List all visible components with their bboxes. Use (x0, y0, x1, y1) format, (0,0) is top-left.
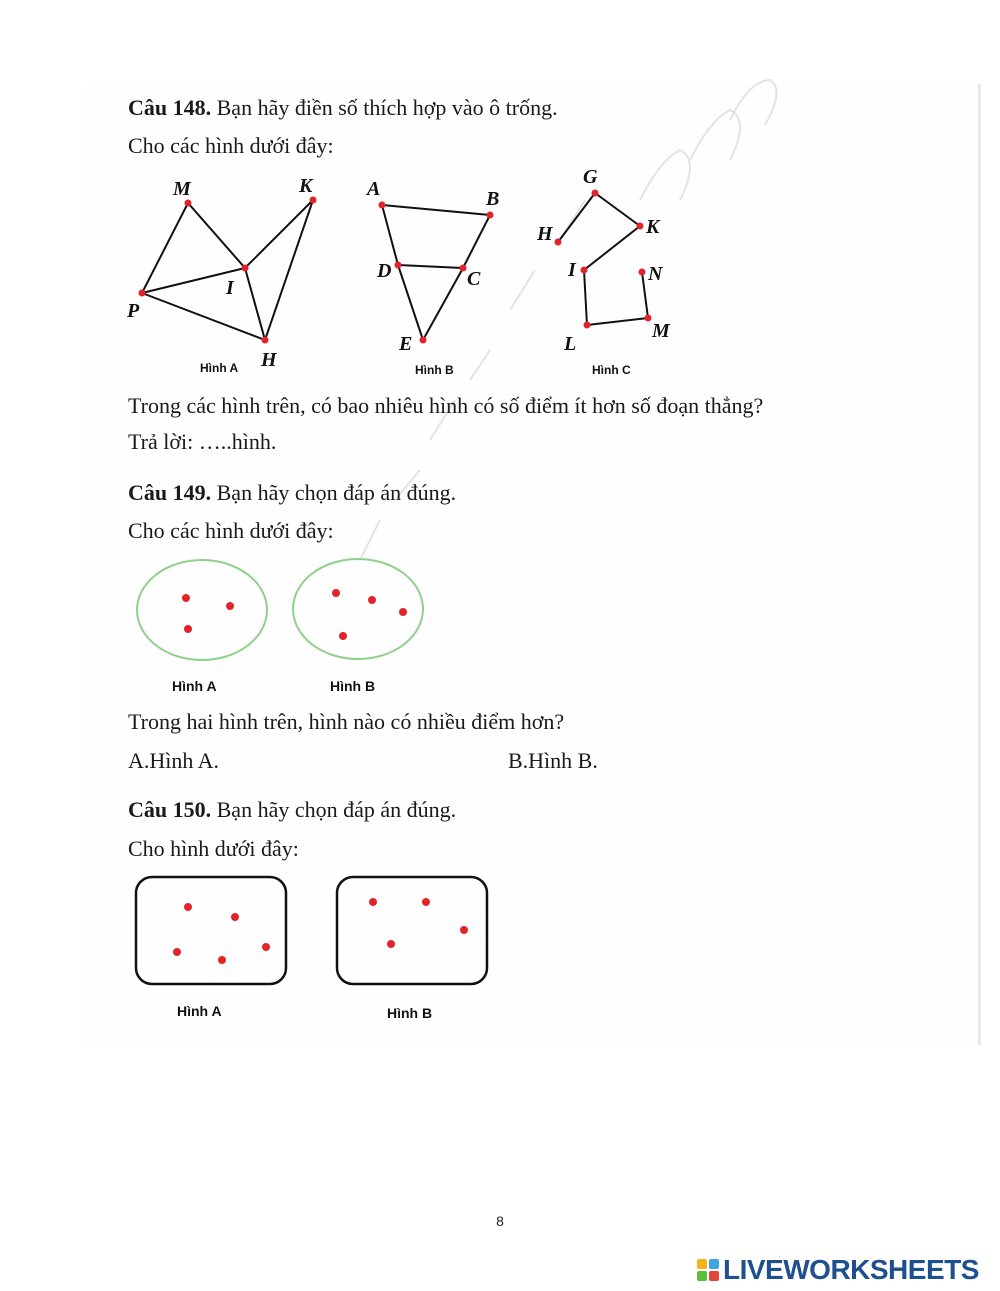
point-label-h: H (261, 349, 277, 371)
q148-question: Trong các hình trên, có bao nhiêu hình có số điểm ít hơn số đoạn thẳng? (128, 393, 764, 418)
point-label-m2: M (652, 320, 670, 342)
q148-intro: Cho các hình dưới đây: (128, 133, 334, 158)
point-label-e: E (399, 333, 413, 355)
q149-caption-a: Hình A (172, 678, 217, 694)
box-a-points (173, 903, 270, 964)
page-number: 8 (496, 1213, 504, 1229)
q149-question: Trong hai hình trên, hình nào có nhiều điểm hơn? (128, 709, 565, 734)
q149-instruction: Bạn hãy chọn đáp án đúng. (211, 480, 457, 505)
figure-c-caption: Hình C (592, 363, 631, 377)
brand-name: LIVEWORKSHEETS (723, 1254, 979, 1285)
point-label-d: D (377, 260, 392, 282)
point-label-i: I (226, 277, 234, 299)
q150-intro: Cho hình dưới đây: (128, 836, 299, 861)
q149-caption-b: Hình B (330, 678, 376, 694)
q149-option-a[interactable]: A.Hình A. (128, 748, 220, 773)
box-a (136, 877, 286, 984)
q148-heading: Câu 148. (128, 95, 212, 120)
box-b-points (369, 898, 468, 948)
point-label-p: P (127, 300, 140, 322)
q148-instruction: Bạn hãy điền số thích hợp vào ô trống. (211, 95, 558, 120)
figure-a-caption: Hình A (200, 361, 239, 375)
point-label-k: K (299, 175, 313, 197)
q150-caption-a: Hình A (177, 1003, 222, 1019)
point-label-l: L (564, 333, 577, 355)
q149-heading: Câu 149. (128, 480, 212, 505)
q150-caption-b: Hình B (387, 1005, 433, 1021)
q150-instruction: Bạn hãy chọn đáp án đúng. (211, 797, 457, 822)
brand-icon (697, 1259, 719, 1281)
point-label-h2: H (537, 223, 553, 245)
q150-heading: Câu 150. (128, 797, 212, 822)
q149-intro: Cho các hình dưới đây: (128, 518, 334, 543)
point-label-n: N (648, 263, 663, 285)
point-label-a: A (367, 178, 381, 200)
q148-answer-line[interactable]: Trả lời: …..hình. (128, 429, 277, 454)
point-label-m: M (173, 178, 191, 200)
point-label-g: G (583, 166, 598, 188)
point-label-b: B (486, 188, 500, 210)
point-label-c: C (467, 268, 481, 290)
liveworksheets-logo (697, 1255, 979, 1285)
q149-option-b[interactable]: B.Hình B. (508, 748, 598, 773)
point-label-i2: I (568, 259, 576, 281)
figure-b-caption: Hình B (415, 363, 454, 377)
point-label-k2: K (646, 216, 660, 238)
